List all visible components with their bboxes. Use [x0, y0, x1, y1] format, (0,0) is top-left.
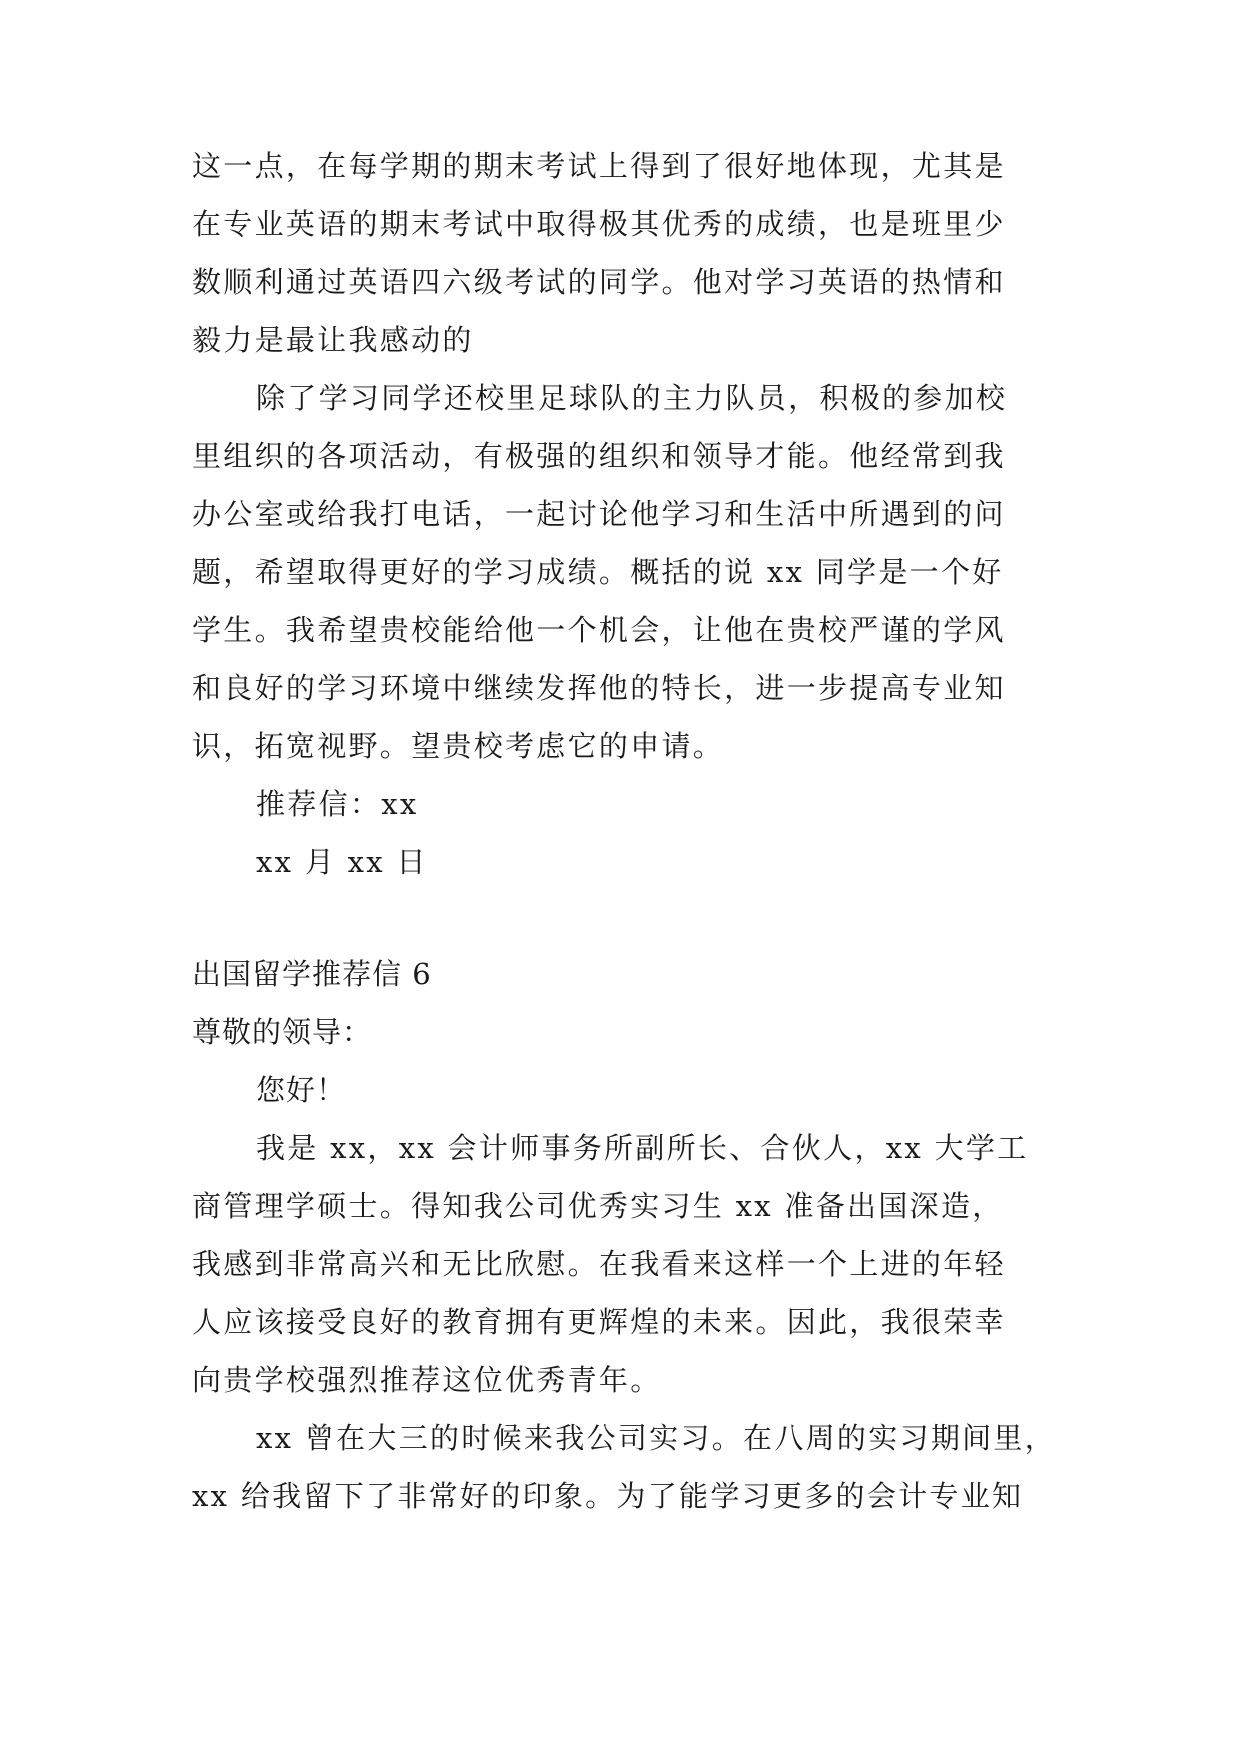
paragraph-line: xx 给我留下了非常好的印象。为了能学习更多的会计专业知 [192, 1479, 1024, 1513]
paragraph-line: 人应该接受良好的教育拥有更辉煌的未来。因此，我很荣幸 [192, 1305, 1006, 1339]
paragraph-line: 我是 xx，xx 会计师事务所副所长、合伙人，xx 大学工 [256, 1131, 1029, 1165]
paragraph-line: 我感到非常高兴和无比欣慰。在我看来这样一个上进的年轻 [192, 1247, 1006, 1281]
paragraph-line: 向贵学校强烈推荐这位优秀青年。 [192, 1363, 662, 1397]
paragraph-line: 学生。我希望贵校能给他一个机会，让他在贵校严谨的学风 [192, 613, 1006, 647]
paragraph-line: 和良好的学习环境中继续发挥他的特长，进一步提高专业知 [192, 671, 1006, 705]
paragraph-line: 题，希望取得更好的学习成绩。概括的说 xx 同学是一个好 [192, 555, 1004, 589]
paragraph-line: 毅力是最让我感动的 [192, 323, 474, 357]
section-title: 出国留学推荐信 6 [192, 957, 432, 991]
paragraph-line: 除了学习同学还校里足球队的主力队员，积极的参加校 [256, 381, 1008, 415]
date: xx 月 xx 日 [256, 845, 428, 879]
salutation: 尊敬的领导： [192, 1015, 373, 1049]
paragraph-line: 数顺利通过英语四六级考试的同学。他对学习英语的热情和 [192, 265, 1006, 299]
paragraph-line: 里组织的各项活动，有极强的组织和领导才能。他经常到我 [192, 439, 1006, 473]
greeting: 您好！ [256, 1073, 347, 1107]
paragraph-line: 在专业英语的期末考试中取得极其优秀的成绩，也是班里少 [192, 207, 1006, 241]
paragraph-line: 这一点，在每学期的期末考试上得到了很好地体现，尤其是 [192, 149, 1006, 183]
paragraph-line: 商管理学硕士。得知我公司优秀实习生 xx 准备出国深造， [192, 1189, 1004, 1223]
paragraph-line: xx 曾在大三的时候来我公司实习。在八周的实习期间里， [256, 1421, 1057, 1455]
signature: 推荐信：xx [256, 787, 419, 821]
paragraph-line: 识，拓宽视野。望贵校考虑它的申请。 [192, 729, 725, 763]
paragraph-line: 办公室或给我打电话，一起讨论他学习和生活中所遇到的问 [192, 497, 1006, 531]
